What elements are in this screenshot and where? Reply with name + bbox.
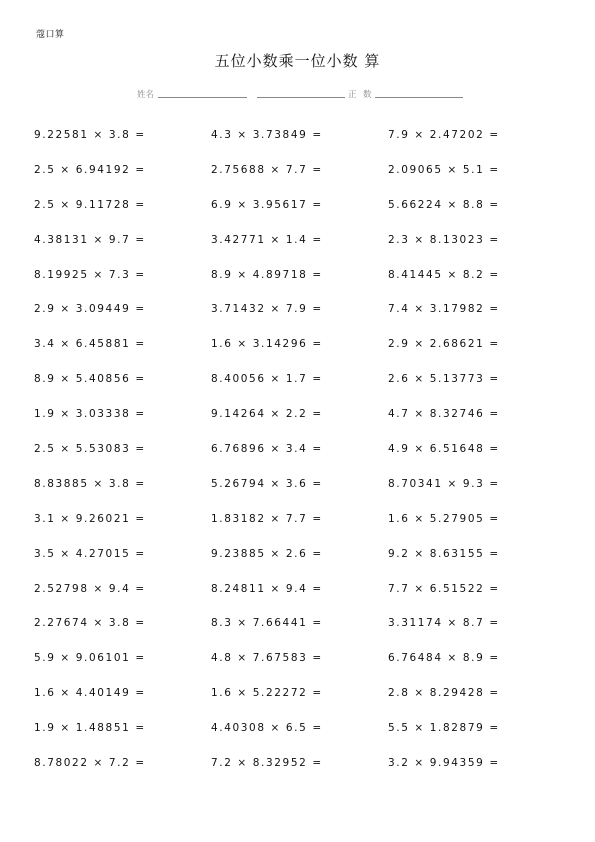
blank-line[interactable] <box>257 97 345 98</box>
problem-item: 9.22581 × 3.8 = <box>34 129 146 141</box>
problem-item: 8.70341 × 9.3 = <box>388 477 500 490</box>
problem-item: 8.40056 × 1.7 = <box>211 373 323 386</box>
header-fields <box>0 88 595 100</box>
problem-item: 3.71432 × 7.9 = <box>211 303 323 316</box>
problem-item: 2.5 × 5.53083 = <box>34 443 146 456</box>
problem-item: 5.5 × 1.82879 = <box>388 722 500 735</box>
problem-item: 2.52798 × 9.4 = <box>34 582 146 595</box>
problem-item: 2.6 × 5.13773 = <box>388 373 500 386</box>
name-line[interactable] <box>158 97 247 98</box>
problem-item: 9.2 × 8.63155 = <box>388 547 500 560</box>
problem-item: 1.6 × 5.22272 = <box>211 687 323 700</box>
problem-item: 4.40308 × 6.5 = <box>211 722 323 735</box>
correct-label-1: 正 <box>348 90 357 100</box>
problem-item: 8.78022 × 7.2 = <box>34 757 146 770</box>
problem-item: 4.7 × 8.32746 = <box>388 408 500 421</box>
problem-item: 5.9 × 9.06101 = <box>34 652 146 665</box>
problem-item: 2.9 × 3.09449 = <box>34 303 146 316</box>
problem-item: 5.26794 × 3.6 = <box>211 477 323 490</box>
name-label: 姓名 <box>137 90 155 100</box>
problem-item: 1.83182 × 7.7 = <box>211 512 323 525</box>
problem-item: 8.9 × 4.89718 = <box>211 268 323 281</box>
problem-item: 2.5 × 9.11728 = <box>34 198 146 211</box>
problem-item: 2.09065 × 5.1 = <box>388 163 500 176</box>
problem-item: 3.5 × 4.27015 = <box>34 547 146 560</box>
problem-item: 4.9 × 6.51648 = <box>388 443 500 456</box>
problem-item: 1.6 × 4.40149 = <box>34 687 146 700</box>
problem-item: 4.3 × 3.73849 = <box>211 129 323 141</box>
problem-item: 6.76484 × 8.9 = <box>388 652 500 665</box>
problem-item: 2.5 × 6.94192 = <box>34 163 146 176</box>
problem-item: 3.1 × 9.26021 = <box>34 512 146 525</box>
problem-item: 7.9 × 2.47202 = <box>388 129 500 141</box>
problem-item: 7.4 × 3.17982 = <box>388 303 500 316</box>
problem-item: 8.3 × 7.66441 = <box>211 617 323 630</box>
problem-item: 8.9 × 5.40856 = <box>34 373 146 386</box>
problem-item: 2.75688 × 7.7 = <box>211 163 323 176</box>
problem-item: 2.8 × 8.29428 = <box>388 687 500 700</box>
problem-item: 6.9 × 3.95617 = <box>211 198 323 211</box>
problem-item: 8.83885 × 3.8 = <box>34 477 146 490</box>
problem-item: 2.27674 × 3.8 = <box>34 617 146 630</box>
problem-item: 9.23885 × 2.6 = <box>211 547 323 560</box>
problem-item: 3.2 × 9.94359 = <box>388 757 500 770</box>
problem-item: 8.41445 × 8.2 = <box>388 268 500 281</box>
correct-count-line[interactable] <box>375 97 463 98</box>
problem-item: 1.6 × 3.14296 = <box>211 338 323 351</box>
problem-item: 6.76896 × 3.4 = <box>211 443 323 456</box>
problem-grid <box>34 129 574 792</box>
problem-item: 8.19925 × 7.3 = <box>34 268 146 281</box>
problem-item: 8.24811 × 9.4 = <box>211 582 323 595</box>
problem-item: 9.14264 × 2.2 = <box>211 408 323 421</box>
problem-item: 2.3 × 8.13023 = <box>388 233 500 246</box>
problem-item: 5.66224 × 8.8 = <box>388 198 500 211</box>
brand-label: 蔻口算 <box>36 30 65 40</box>
problem-item: 7.2 × 8.32952 = <box>211 757 323 770</box>
problem-item: 1.6 × 5.27905 = <box>388 512 500 525</box>
problem-item: 3.31174 × 8.7 = <box>388 617 500 630</box>
problem-item: 3.4 × 6.45881 = <box>34 338 146 351</box>
problem-item: 3.42771 × 1.4 = <box>211 233 323 246</box>
problem-item: 4.38131 × 9.7 = <box>34 233 146 246</box>
problem-item: 1.9 × 1.48851 = <box>34 722 146 735</box>
problem-item: 4.8 × 7.67583 = <box>211 652 323 665</box>
problem-item: 2.9 × 2.68621 = <box>388 338 500 351</box>
problem-item: 7.7 × 6.51522 = <box>388 582 500 595</box>
page-title: 五位小数乘一位小数 算 <box>214 52 381 70</box>
correct-label-2: 数 <box>363 90 372 100</box>
problem-item: 1.9 × 3.03338 = <box>34 408 146 421</box>
